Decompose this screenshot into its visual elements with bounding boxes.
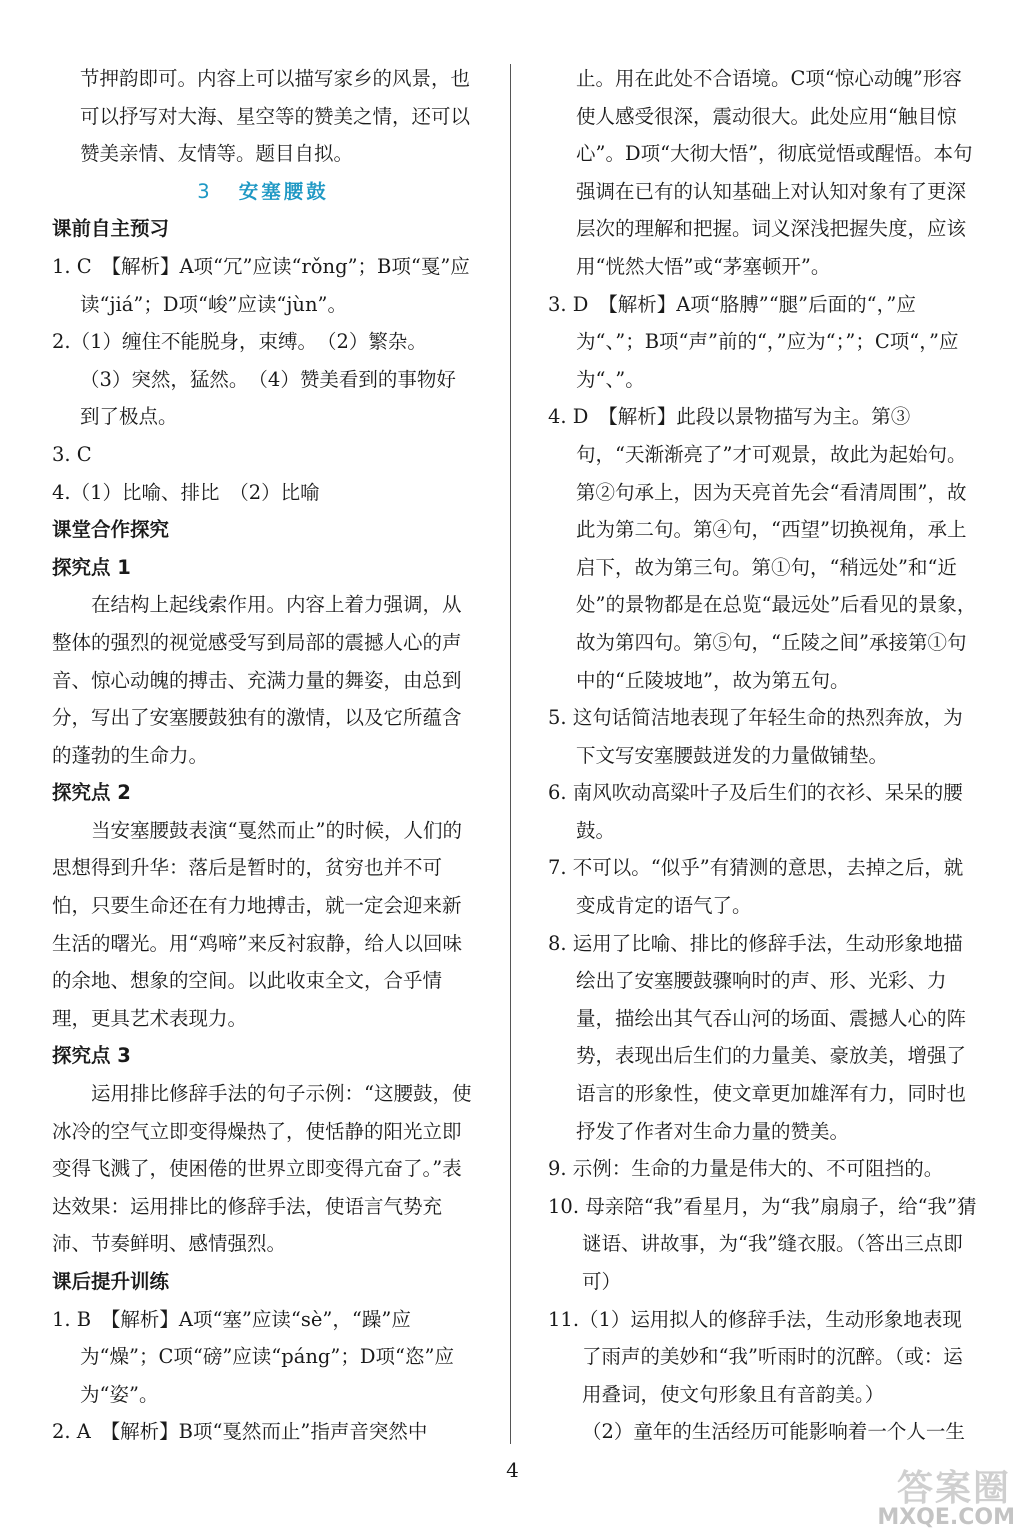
explore-point-text: 运用排比修辞手法的句子示例：“这腰鼓，使冰冷的空气立即变得燥热了，使恬静的阳光立即变得飞溅了，使困倦的世界立即变得亢奋了。”表达效果：运用排比的修辞手法，使语言气势充沛、节奏鲜明、感情强烈。 <box>52 1082 472 1256</box>
page-number: 4 <box>506 1458 519 1482</box>
answer-item: 4. D 【解析】此段以景物描写为主。第③句，“天渐渐亮了”才可观景，故此为起始句。第②句承上，因为天亮首先会“看清周围”，故此为第二句。第④句，“西望”切换视角，承上启下，故为第三句。第①句，“稍远处”和“近处”的景物都是在总览“最远处”后看见的景象，故为第四句。第⑤句，“丘陵之间”承接第①句中的“丘陵坡地”，故为第五句。 <box>548 405 977 692</box>
watermark-text: 答案圈 <box>896 1468 1011 1509</box>
answer-item: 2. A 【解析】B项“戛然而止”指声音突然中 <box>52 1420 428 1444</box>
left-column <box>52 60 474 1451</box>
answer-item: 7. 不可以。“似乎”有猜测的意思，去掉之后，就变成肯定的语气了。 <box>548 856 964 918</box>
explore-point-text: 在结构上起线索作用。内容上着力强调，从整体的强烈的视觉感受写到局部的震撼人心的声音、惊心动魄的搏击、充满力量的舞姿，由总到分，写出了安塞腰鼓独有的激情，以及它所蕴含的蓬勃的生命力。 <box>52 593 462 767</box>
watermark-url: MXQE.COM <box>877 1505 1015 1530</box>
answer-item: 9. 示例：生命的力量是伟大的、不可阻挡的。 <box>548 1157 944 1181</box>
explore-point-text: 当安塞腰鼓表演“戛然而止”的时候，人们的思想得到升华：落后是暂时的，贫穷也并不可怕，只要生命还在有力地搏击，就一定会迎来新生活的曙光。用“鸡啼”来反衬寂静，给人以回味的余地、想象的空间。以此收束全文，合乎情理，更具艺术表现力。 <box>52 818 462 1030</box>
right-column <box>548 60 978 1451</box>
answer-item: 1. B 【解析】A项“塞”应读“sè”，“躁”应为“燥”；C项“磅”应读“páng”；D项“恣”应为“姿”。 <box>52 1307 454 1406</box>
answer-item: 2.（1）缠住不能脱身，束缚。 （2）繁杂。 <box>52 330 427 354</box>
answer-item: 10. 母亲陪“我”看星月，为“我”扇扇子，给“我”猜谜语、讲故事，为“我”缝衣服。（答出三点即可） <box>548 1194 977 1293</box>
answer-item: 11.（1）运用拟人的修辞手法，生动形象地表现了雨声的美妙和“我”听雨时的沉醉。（或：运用叠词，使文句形象且有音韵美。） <box>548 1307 963 1406</box>
column-divider <box>510 64 511 1444</box>
section-preview: 课前自主预习 <box>52 217 170 241</box>
left-para-0: 节押韵即可。内容上可以描写家乡的风景，也可以抒写对大海、星空等的赞美之情，还可以赞美亲情、友情等。题目自拟。 <box>80 67 471 166</box>
explore-point-heading: 探究点 1 <box>52 555 131 579</box>
explore-point-heading: 探究点 2 <box>52 781 131 805</box>
answer-item: 3. C <box>52 442 92 466</box>
answer-item: 5. 这句话简洁地表现了年轻生命的热烈奔放，为下文写安塞腰鼓迸发的力量做铺垫。 <box>548 706 963 767</box>
lesson-number: 3 <box>197 179 213 203</box>
answer-item: 1. C 【解析】A项“冗”应读“rǒng”；B项“戛”应读“jiá”；D项“峻”应读“jùn”。 <box>52 254 470 316</box>
section-classroom: 课堂合作探究 <box>52 518 170 542</box>
answer-item: 4.（1）比喻、排比 （2）比喻 <box>52 480 320 504</box>
lesson-title <box>52 173 474 211</box>
answer-item: 8. 运用了比喻、排比的修辞手法，生动形象地描绘出了安塞腰鼓骤响时的声、形、光彩、力量，描绘出其气吞山河的场面、震撼人心的阵势，表现出后生们的力量美、豪放美，增强了语言的形象性，使文章更加雄浑有力，同时也抒发了作者对生命力量的赞美。 <box>548 931 967 1143</box>
section-after-class: 课后提升训练 <box>52 1270 170 1293</box>
explore-point-heading: 探究点 3 <box>52 1044 131 1068</box>
answer-subitem: （2）童年的生活经历可能影响着一个人一生 <box>582 1420 965 1444</box>
answer-item: 6. 南风吹动高粱叶子及后生们的衣衫、呆呆的腰鼓。 <box>548 781 963 842</box>
answer-continued: 止。用在此处不合语境。C项“惊心动魄”形容使人感受很深，震动很大。此处应用“触目惊心”。D项“大彻大悟”，彻底觉悟或醒悟。本句强调在已有的认知基础上对认知对象有了更深层次的理解和把握。词义深浅把握失度，应该用“恍然大悟”或“茅塞顿开”。 <box>576 67 973 278</box>
answer-item: 3. D 【解析】A项“胳膊”“腿”后面的“，”应为“、”；B项“声”前的“，”应为“；”；C项“，”应为“、”。 <box>548 292 959 391</box>
watermark-logo <box>869 1460 1019 1530</box>
answer-subitem: （3）突然，猛然。 （4）赞美看到的事物好到了极点。 <box>80 367 456 429</box>
lesson-name: 安塞腰鼓 <box>238 179 329 203</box>
